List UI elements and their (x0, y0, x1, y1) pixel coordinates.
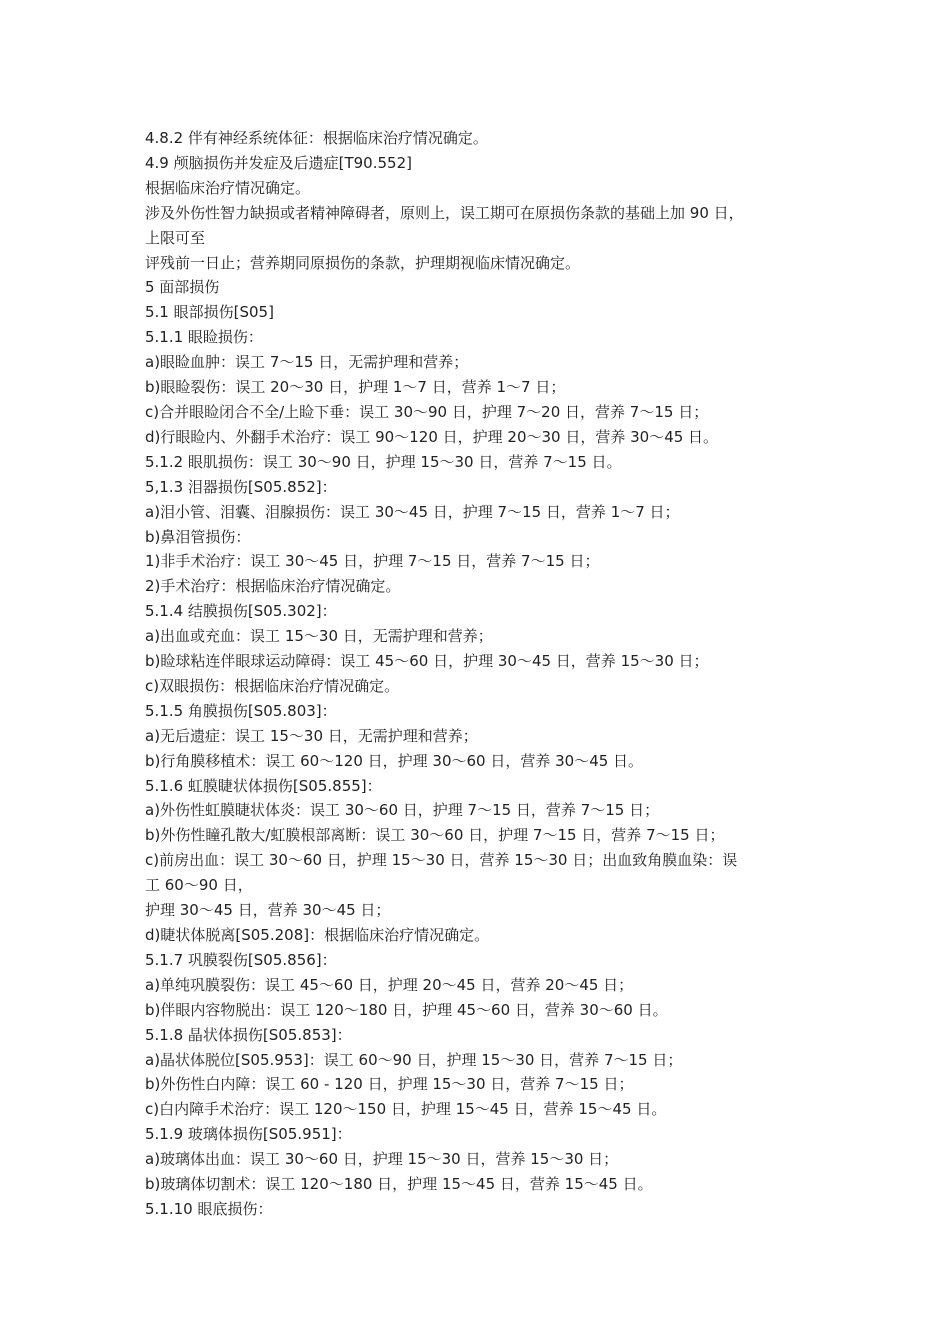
list-item: a)无后遗症：误工 15～30 日，无需护理和营养； (145, 726, 478, 745)
section-heading: 4.9 颅脑损伤并发症及后遗症[T90.552] (145, 153, 412, 172)
subsection-heading: 5.1.4 结膜损伤[S05.302]： (145, 602, 337, 621)
subsection-heading: 5.1.10 眼底损伤： (145, 1199, 273, 1218)
list-item: a)泪小管、泪囊、泪腺损伤：误工 30～45 日，护理 7～15 日，营养 1～7 日； (145, 502, 680, 521)
list-item: b)睑球粘连伴眼球运动障碍：误工 45～60 日，护理 30～45 日，营养 15～30 日； (145, 652, 709, 671)
list-item: 1)非手术治疗：误工 30～45 日，护理 7～15 日，营养 7～15 日； (145, 552, 600, 571)
text-line: 上限可至 (145, 228, 206, 247)
list-item: c)双眼损伤：根据临床治疗情况确定。 (145, 676, 400, 695)
text-line: 工 60～90 日， (145, 876, 253, 895)
list-item: b)伴眼内容物脱出：误工 120～180 日，护理 45～60 日，营养 30～60 日。 (145, 1000, 668, 1019)
list-item: d)睫状体脱离[S05.208]：根据临床治疗情况确定。 (145, 926, 490, 944)
list-item: a)出血或充血：误工 15～30 日，无需护理和营养； (145, 627, 493, 646)
text-line: 4.8.2 伴有神经系统体征：根据临床治疗情况确定。 (145, 129, 488, 147)
list-item: b)外伤性白内障：误工 60 - 120 日，护理 15～30 日，营养 7～15 日； (145, 1075, 634, 1094)
list-item: a)外伤性虹膜睫状体炎：误工 30～60 日，护理 7～15 日，营养 7～15 日； (145, 801, 660, 820)
subsection-heading: 5,1.3 泪器损伤[S05.852]： (145, 477, 337, 496)
document-body (145, 126, 815, 1222)
text-line: 评残前一日止；营养期同原损伤的条款，护理期视临床情况确定。 (145, 253, 581, 272)
subsection-heading: 5.1.1 眼睑损伤： (145, 328, 263, 347)
subsection-heading: 5.1.8 晶状体损伤[S05.853]： (145, 1025, 352, 1044)
text-line: 涉及外伤性智力缺损或者精神障碍者，原则上，误工期可在原损伤条款的基础上加 90 日， (145, 203, 744, 222)
list-item: a)单纯巩膜裂伤：误工 45～60 日，护理 20～45 日，营养 20～45 日； (145, 975, 634, 994)
subsection-heading: 5.1.5 角膜损伤[S05.803]： (145, 701, 337, 720)
list-item: b)玻璃体切割术：误工 120～180 日，护理 15～45 日，营养 15～45 日。 (145, 1175, 653, 1194)
list-item: d)行眼睑内、外翻手术治疗：误工 90～120 日，护理 20～30 日，营养 30～45 日。 (145, 427, 719, 446)
section-heading: 5 面部损伤 (145, 278, 220, 297)
subsection-heading: 5.1.2 眼肌损伤：误工 30～90 日，护理 15～30 日，营养 7～15 日。 (145, 452, 622, 471)
list-item: c)合并眼睑闭合不全/上睑下垂：误工 30～90 日，护理 7～20 日，营养 7～15 日； (145, 402, 709, 421)
list-item: b)鼻泪管损伤： (145, 527, 251, 546)
list-item: c)前房出血：误工 30～60 日，护理 15～30 日，营养 15～30 日；出血致角膜血染：误 (145, 851, 738, 870)
list-item: b)眼睑裂伤：误工 20～30 日，护理 1～7 日，营养 1～7 日； (145, 378, 566, 397)
list-item: 2)手术治疗：根据临床治疗情况确定。 (145, 577, 401, 596)
text-line: 根据临床治疗情况确定。 (145, 178, 311, 197)
subsection-heading: 5.1.7 巩膜裂伤[S05.856]： (145, 950, 337, 969)
list-item: a)眼睑血肿：误工 7～15 日，无需护理和营养； (145, 353, 469, 372)
section-heading: 5.1 眼部损伤[S05] (145, 303, 274, 322)
list-item: a)晶状体脱位[S05.953]：误工 60～90 日，护理 15～30 日，营养 7～15 日； (145, 1050, 683, 1069)
subsection-heading: 5.1.9 玻璃体损伤[S05.951]： (145, 1125, 352, 1144)
text-line: 护理 30～45 日，营养 30～45 日； (145, 901, 391, 920)
list-item: b)外伤性瞳孔散大/虹膜根部离断：误工 30～60 日，护理 7～15 日，营养 7～15 日； (145, 826, 725, 845)
list-item: b)行角膜移植术：误工 60～120 日，护理 30～60 日，营养 30～45 日。 (145, 751, 644, 770)
list-item: c)白内障手术治疗：误工 120～150 日，护理 15～45 日，营养 15～45 日。 (145, 1100, 667, 1119)
list-item: a)玻璃体出血：误工 30～60 日，护理 15～30 日，营养 15～30 日； (145, 1150, 619, 1169)
subsection-heading: 5.1.6 虹膜睫状体损伤[S05.855]： (145, 776, 382, 795)
